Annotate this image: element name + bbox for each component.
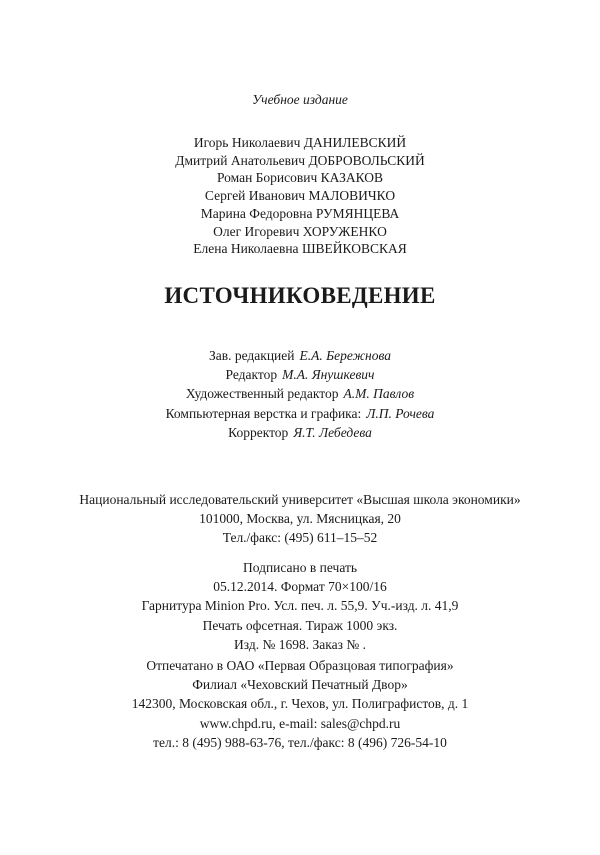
author-surname: ХОРУЖЕНКО (302, 223, 387, 239)
author-surname: МАЛОВИЧКО (308, 188, 396, 204)
credit-name: Е.А. Бережнова (299, 348, 392, 363)
author-line (0, 205, 600, 223)
printer-phones: тел.: 8 (495) 988-63-76, тел./факс: 8 (496) 726-54-10 (153, 734, 447, 750)
printer-address: 142300, Московская обл., г. Чехов, ул. Полиграфистов, д. 1 (131, 696, 469, 712)
publisher-info (0, 490, 600, 548)
print-run: Печать офсетная. Тираж 1000 экз. (202, 617, 398, 633)
author-surname: РУМЯНЦЕВА (315, 205, 400, 221)
credit-line (0, 346, 600, 365)
publisher-address: 101000, Москва, ул. Мясницкая, 20 (199, 511, 401, 527)
author-line (0, 240, 600, 258)
credit-line (0, 404, 600, 423)
authors-list (0, 134, 600, 258)
edition-type-text: Учебное издание (252, 92, 348, 107)
print-info (0, 558, 600, 654)
publisher-name: Национальный исследовательский университет «Высшая школа экономики» (79, 492, 521, 507)
credit-role: Корректор (228, 424, 289, 440)
printer-web-email: www.chpd.ru, e-mail: sales@chpd.ru (199, 715, 401, 731)
printer-line: Отпечатано в ОАО «Первая Образцовая типография» (146, 658, 454, 673)
credit-role: Художественный редактор (185, 386, 339, 402)
print-order: Изд. № 1698. Заказ № . (234, 636, 366, 652)
credit-line (0, 384, 600, 403)
book-title-text: ИСТОЧНИКОВЕДЕНИЕ (164, 283, 436, 308)
author-given-name: Игорь Николаевич (193, 135, 301, 150)
author-given-name: Роман Борисович (216, 170, 318, 186)
author-surname: КАЗАКОВ (320, 170, 384, 186)
author-line (0, 187, 600, 205)
author-given-name: Елена Николаевна (193, 241, 299, 257)
book-title (0, 283, 600, 309)
credit-line (0, 423, 600, 442)
edition-type (0, 91, 600, 108)
credit-role: Зав. редакцией (208, 348, 295, 363)
author-line (0, 152, 600, 170)
credit-name: М.А. Янушкевич (282, 367, 375, 383)
credit-role: Компьютерная верстка и графика: (165, 405, 362, 421)
author-given-name: Марина Федоровна (200, 205, 313, 221)
author-surname: ШВЕЙКОВСКАЯ (301, 241, 407, 257)
credit-name: Л.П. Рочева (366, 405, 435, 421)
credit-role: Редактор (225, 367, 278, 383)
publisher-phone: Тел./факс: (495) 611–15–52 (222, 530, 378, 546)
author-given-name: Дмитрий Анатольевич (175, 152, 306, 168)
printer-line: Филиал «Чеховский Печатный Двор» (192, 677, 408, 693)
author-line (0, 134, 600, 152)
author-surname: ДОБРОВОЛЬСКИЙ (308, 152, 425, 168)
author-surname: ДАНИЛЕВСКИЙ (303, 135, 407, 150)
credit-line (0, 365, 600, 384)
credit-name: А.М. Павлов (343, 386, 415, 402)
print-typeface: Гарнитура Minion Pro. Усл. печ. л. 55,9. Уч.-изд. л. 41,9 (141, 598, 459, 614)
author-given-name: Сергей Иванович (204, 188, 306, 204)
credit-name: Я.Т. Лебедева (293, 424, 372, 440)
print-date-format: 05.12.2014. Формат 70×100/16 (213, 579, 387, 595)
printer-info (0, 656, 600, 752)
credits-list (0, 346, 600, 442)
author-line (0, 223, 600, 241)
author-given-name: Олег Игоревич (213, 223, 300, 239)
print-signed: Подписано в печать (242, 560, 358, 575)
author-line (0, 169, 600, 187)
